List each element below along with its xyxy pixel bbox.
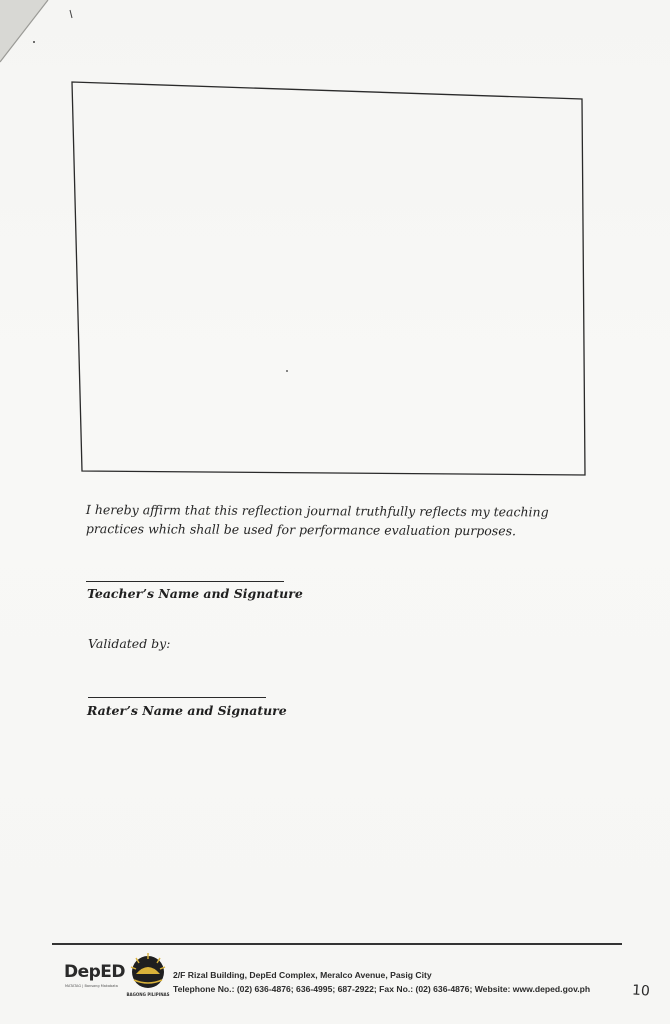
- bagong-pilipinas-text: BAGONG PILIPINAS: [126, 992, 170, 997]
- teacher-signature-line: [86, 581, 284, 582]
- reflection-box: [0, 0, 670, 500]
- bagong-pilipinas-emblem-icon: [126, 950, 170, 994]
- rater-signature-line: [88, 697, 266, 698]
- bagong-pilipinas-logo: [126, 950, 170, 998]
- footer-address: [173, 968, 590, 996]
- teacher-signature-label: Teacher’s Name and Signature: [87, 586, 303, 601]
- rater-signature-label: Rater’s Name and Signature: [87, 703, 287, 718]
- deped-logo-text: DepED: [64, 962, 126, 982]
- deped-logo: [64, 962, 126, 996]
- affirmation-statement: I hereby affirm that this reflection journal truthfully reflects my teaching practices which shall be used for performance evaluation purposes.: [85, 501, 549, 539]
- address-line: 2/F Rizal Building, DepEd Complex, Meralco Avenue, Pasig City: [173, 970, 432, 980]
- deped-tagline: MATATAG | Bansang Makabata: [65, 984, 118, 988]
- validated-by-label: Validated by:: [88, 636, 171, 651]
- page-number: 10: [631, 982, 651, 1000]
- contact-line: Telephone No.: (02) 636-4876; 636-4995; 687-2922; Fax No.: (02) 636-4876; Website: www.deped.gov.ph: [173, 984, 591, 994]
- footer-divider: [52, 943, 622, 945]
